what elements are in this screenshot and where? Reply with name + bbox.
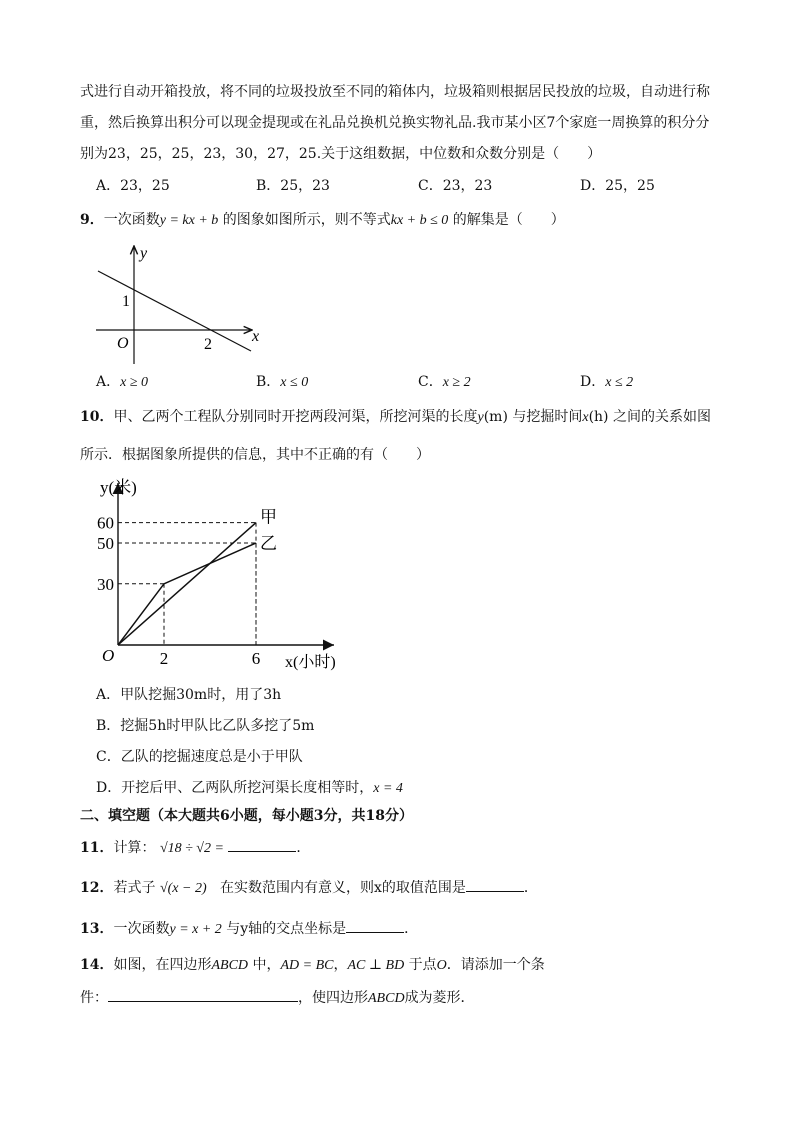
q8-line-2: 重，然后换算出积分可以现金提现或在礼品兑换机兑换实物礼品.我市某小区7个家庭一周换算的积分分	[80, 115, 710, 131]
q9-option-c[interactable]: C．x ≥ 2	[418, 374, 471, 390]
q9-x-label: x	[252, 328, 260, 345]
q11-expr: √18 ÷ √2 =	[159, 841, 224, 856]
q10-option-d[interactable]: D．开挖后甲、乙两队所挖河渠长度相等时，x = 4	[96, 780, 403, 796]
q12-expr: √(x − 2)	[159, 881, 207, 896]
q13-expr: y = x + 2	[169, 922, 222, 937]
series-line-0	[118, 523, 256, 645]
q11: 11．计算： √18 ÷ √2 = ．	[80, 837, 310, 859]
q10-option-a[interactable]: A．甲队挖掘30m时，用了3h	[96, 687, 282, 703]
q9-y-intercept-label: 1	[122, 293, 130, 310]
q9-stem: 9．一次函数y = kx + b 的图象如图所示，则不等式kx + b ≤ 0 的解集是（ ）	[80, 212, 565, 228]
series-line-1	[118, 543, 256, 645]
series-label-0: 甲	[260, 507, 277, 527]
q14-line-1: 14．如图，在四边形ABCD 中，AD = BC，AC ⊥ BD 于点O．请添加一个条	[80, 957, 545, 973]
x-tick-label-6: 6	[251, 649, 261, 668]
q10-stem-line-1: 10．甲、乙两个工程队分别同时开挖两段河渠，所挖河渠的长度y(m) 与挖掘时间x(h) 之间的关系如图	[80, 409, 711, 425]
q10-x-axis-label: x(小时)	[285, 654, 336, 671]
q10-option-b[interactable]: B．挖掘5h时甲队比乙队多挖了5m	[96, 718, 315, 734]
q9-number: 9．	[80, 212, 104, 228]
q9-graph	[90, 240, 270, 370]
q11-answer-blank[interactable]	[228, 837, 296, 852]
q10-y-axis-label: y(米)	[100, 478, 137, 497]
q12-answer-blank[interactable]	[466, 877, 524, 892]
section-2-title: 二、填空题（本大题共6小题，每小题3分，共18分）	[80, 808, 413, 824]
q9-origin-label: O	[117, 335, 129, 352]
q9-option-a[interactable]: A．x ≥ 0	[96, 374, 149, 390]
q9-function-expr: y = kx + b	[159, 213, 219, 228]
q8-option-a[interactable]: A．23，25	[96, 178, 170, 194]
q8-option-d[interactable]: D．25，25	[580, 178, 655, 194]
y-tick-label-50: 50	[97, 534, 114, 553]
q8-option-c[interactable]: C．23，23	[418, 178, 493, 194]
q10-origin-label: O	[102, 646, 115, 665]
q9-option-d[interactable]: D．x ≤ 2	[580, 374, 634, 390]
q13: 13．一次函数y = x + 2 与y轴的交点坐标是 ．	[80, 918, 418, 940]
q8-line-3: 别为23，25，25，23，30，27，25.关于这组数据，中位数和众数分别是（ ）	[80, 146, 602, 162]
q14-line-2: 件： ，使四边形ABCD成为菱形．	[80, 987, 475, 1009]
q10-number: 10．	[80, 409, 114, 425]
q10-stem-line-2: 所示．根据图象所提供的信息，其中不正确的有（ ）	[80, 447, 430, 463]
y-tick-label-30: 30	[97, 574, 114, 594]
series-label-1: 乙	[260, 534, 277, 553]
y-tick-label-60: 60	[97, 513, 114, 533]
q8-option-b[interactable]: B．25，23	[256, 178, 330, 194]
q10-chart	[90, 475, 370, 675]
q12: 12．若式子 √(x − 2) 在实数范围内有意义，则x的取值范围是 ．	[80, 877, 538, 899]
q9-y-label: y	[140, 245, 148, 262]
q9-x-intercept-label: 2	[204, 336, 212, 353]
q13-answer-blank[interactable]	[346, 918, 404, 933]
q8-line-1: 式进行自动开箱投放，将不同的垃圾投放至不同的箱体内，垃圾箱则根据居民投放的垃圾，自动进行称	[80, 84, 710, 100]
q9-inequality-expr: kx + b ≤ 0	[390, 213, 449, 228]
q9-option-b[interactable]: B．x ≤ 0	[256, 374, 309, 390]
q14-answer-blank[interactable]	[108, 987, 298, 1002]
q10-option-c[interactable]: C．乙队的挖掘速度总是小于甲队	[96, 749, 303, 765]
x-tick-label-2: 2	[159, 649, 169, 668]
